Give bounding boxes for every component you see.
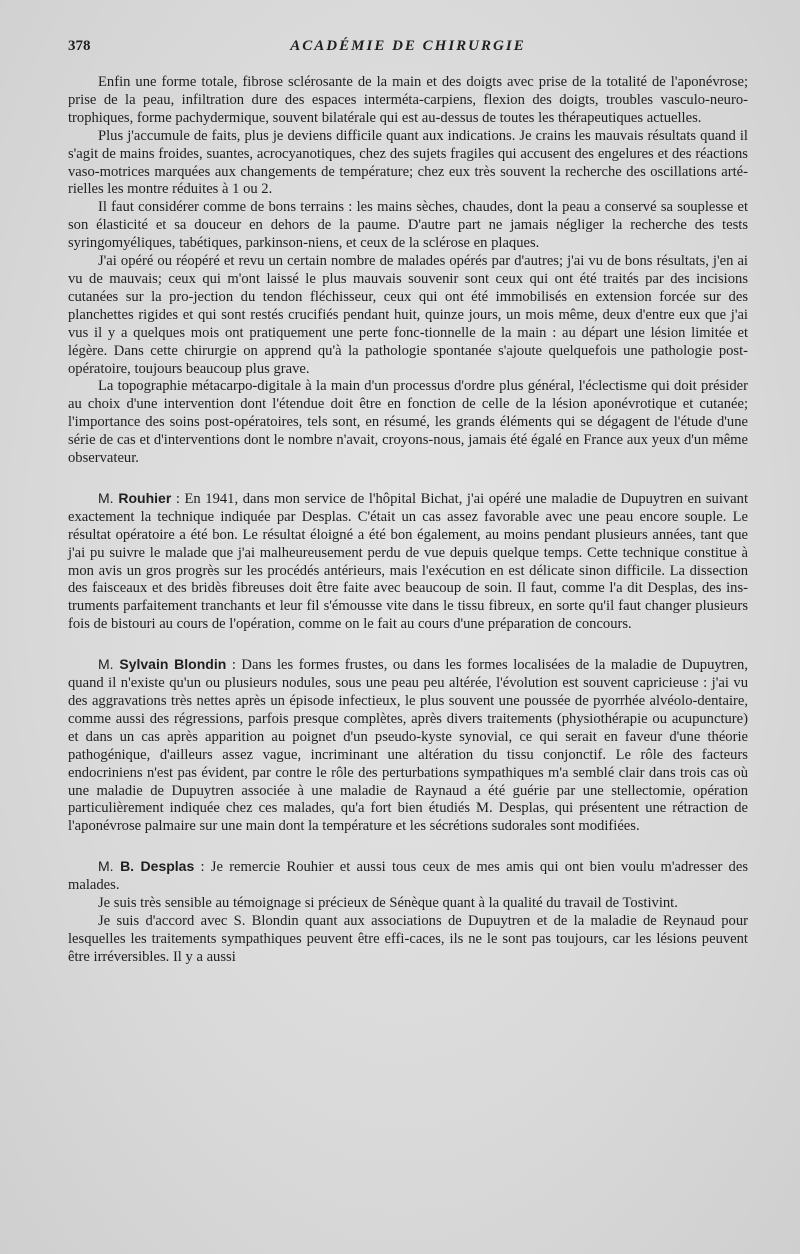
page-number: 378 <box>68 38 91 54</box>
speaker-prefix: M. <box>98 858 114 875</box>
paragraph: Enfin une forme totale, fibrose sclérosante de la main et des doigts avec prise de la totalité de l'aponévrose; prise de la peau, infiltration dure des espaces interméta-carpiens, flexion des doigts, troubles vasculo-neuro-trophiques, forme pachydermique, souvent bilatérale qui est au-dessus de toutes les thérapeutiques actuelles. <box>68 74 748 126</box>
intervention-blondin <box>68 656 748 836</box>
intervention-text: : Dans les formes frustes, ou dans les formes localisées de la maladie de Dupuytren, quand il n'existe qu'un ou plusieurs nodules, sous une peau peu altérée, l'évolution est souvent capricieuse : j'ai vu des aggravations très nettes après un épisode infectieux, le plus souvent une poussée de pyorrhée alvéolo-dentaire, comme aussi des régressions, parfois presque complètes, après divers traitements (physiothérapie ou acupuncture) et dans un cas après apparition au poignet d'un pseudo-kyste synovial, ce qui serait en faveur d'une théorie pathogénique, d'ailleurs assez vague, incriminant une altération du tissu conjonctif. Le rôle des facteurs endocriniens n'est pas évident, par contre le rôle des perturbations sympathiques m'a semblé clair dans trois cas où une maladie de Dupuytren associée à une maladie de Raynaud a été guérie par une stellectomie, opération particulièrement indiquée chez ces malades, qu'a fort bien étudiés M. Desplas, qui présentent une rétraction de l'aponévrose palmaire sur une main dont la température et les sécrétions sudorales sont modifiées. <box>68 657 749 835</box>
paragraph: Je suis très sensible au témoignage si précieux de Sénèque quant à la qualité du travail de Tostivint. <box>98 895 678 912</box>
paragraph: Il faut considérer comme de bons terrains : les mains sèches, chaudes, dont la peau a conservé sa souplesse et son élasticité et sa douceur en dehors de la paume. D'autre part ne jamais négliger la recherche des tests syringomyéliques, tabétiques, parkinson-niens, et ceux de la sclérose en plaques. <box>68 199 748 252</box>
intervention-paragraph <box>68 858 748 895</box>
intervention-paragraph <box>68 656 748 836</box>
speaker-name: Sylvain Blondin <box>119 656 227 673</box>
intervention-rouhier <box>68 490 748 634</box>
intro-section <box>68 74 748 468</box>
paragraph: J'ai opéré ou réopéré et revu un certain nombre de malades opérés par d'autres; j'ai vu de bons résultats, j'en ai vu de mauvais; ceux qui m'ont laissé le plus mauvais souvenir sont ceux qui ont été traités par des incisions cutanées sur la pro-jection du tendon fléchisseur, ceux qui ont été immobilisés en extension forcée sur des planchettes rigides et qui sont restés crucifiés pendant huit, quinze jours, un mois même, deux d'entre eux que j'ai vus il y a quelques mois ont pratiquement une perte fonc-tionnelle de la main : au départ une lésion limitée et légère. Dans cette chirurgie on apprend qu'à la pathologie spontanée s'ajoute quelquefois une pathologie post-opératoire, toujours beaucoup plus grave. <box>68 253 748 377</box>
intervention-desplas <box>68 858 748 966</box>
speaker-name: Rouhier <box>118 489 172 506</box>
page-header <box>68 38 748 62</box>
paragraph: La topographie métacarpo-digitale à la main d'un processus d'ordre plus général, l'éclectisme qui doit présider au choix d'une intervention dont l'étendue doit être en fonction de celle de la lésion aponévrotique et cutanée; l'importance des soins post-opératoires, tels sont, en résumé, les grands éléments qui se dégagent de l'étude d'une série de cas et d'interventions dont le nombre n'avait, croyons-nous, jamais été égalé en France aux yeux d'un même observateur. <box>68 378 748 467</box>
speaker-name: B. Desplas <box>120 858 195 875</box>
speaker-prefix: M. <box>98 489 114 506</box>
running-title: ACADÉMIE DE CHIRURGIE <box>290 38 526 54</box>
speaker-prefix: M. <box>98 656 114 673</box>
paragraph: Plus j'accumule de faits, plus je deviens difficile quant aux indications. Je crains les mauvais résultats quand il s'agit de mains froides, suantes, acrocyanotiques, chez des sujets fragiles qui accusent des engelures et des réactions vaso-motrices marquées aux changements de température; chez eux très souvent la recherche des oscillations arté-rielles les montre réduites à 1 ou 2. <box>68 127 748 198</box>
intervention-text: : Je remercie Rouhier et aussi tous ceux de mes amis qui ont bien voulu m'adresser des malades. <box>68 859 749 894</box>
paragraph: Je suis d'accord avec S. Blondin quant aux associations de Dupuytren et de la maladie de Reynaud pour lesquelles les traitements sympathiques peuvent être effi-caces, ils ne le sont pas toujours, car les lésions peuvent être irréversibles. Il y a aussi <box>68 912 748 965</box>
intervention-paragraph <box>68 490 748 634</box>
intervention-text: : En 1941, dans mon service de l'hôpital Bichat, j'ai opéré une maladie de Dupuytren en suivant exactement la technique indiquée par Desplas. C'était un cas assez favorable avec une peau encore souple. Le résultat opératoire a été bon. Le résultat éloigné a été bon également, au moins pendant plusieurs années, tant que j'ai pu suivre le malade que j'ai malheureusement perdu de vue depuis quelque temps. Cette technique constitue à mon avis un gros progrès sur les procédés antérieurs, mais l'exécution en est délicate sinon difficile. La dissection des faisceaux et des bridès fibreuses doit être faite avec beaucoup de soin. Il faut, comme l'a dit Desplas, des ins-truments parfaitement tranchants et leur fil s'émousse vite dans le tissu fibreux, en sorte qu'il faut changer plusieurs fois de bistouri au cours de l'opération, comme on le fait au cours d'une préparation de concours. <box>68 490 748 633</box>
